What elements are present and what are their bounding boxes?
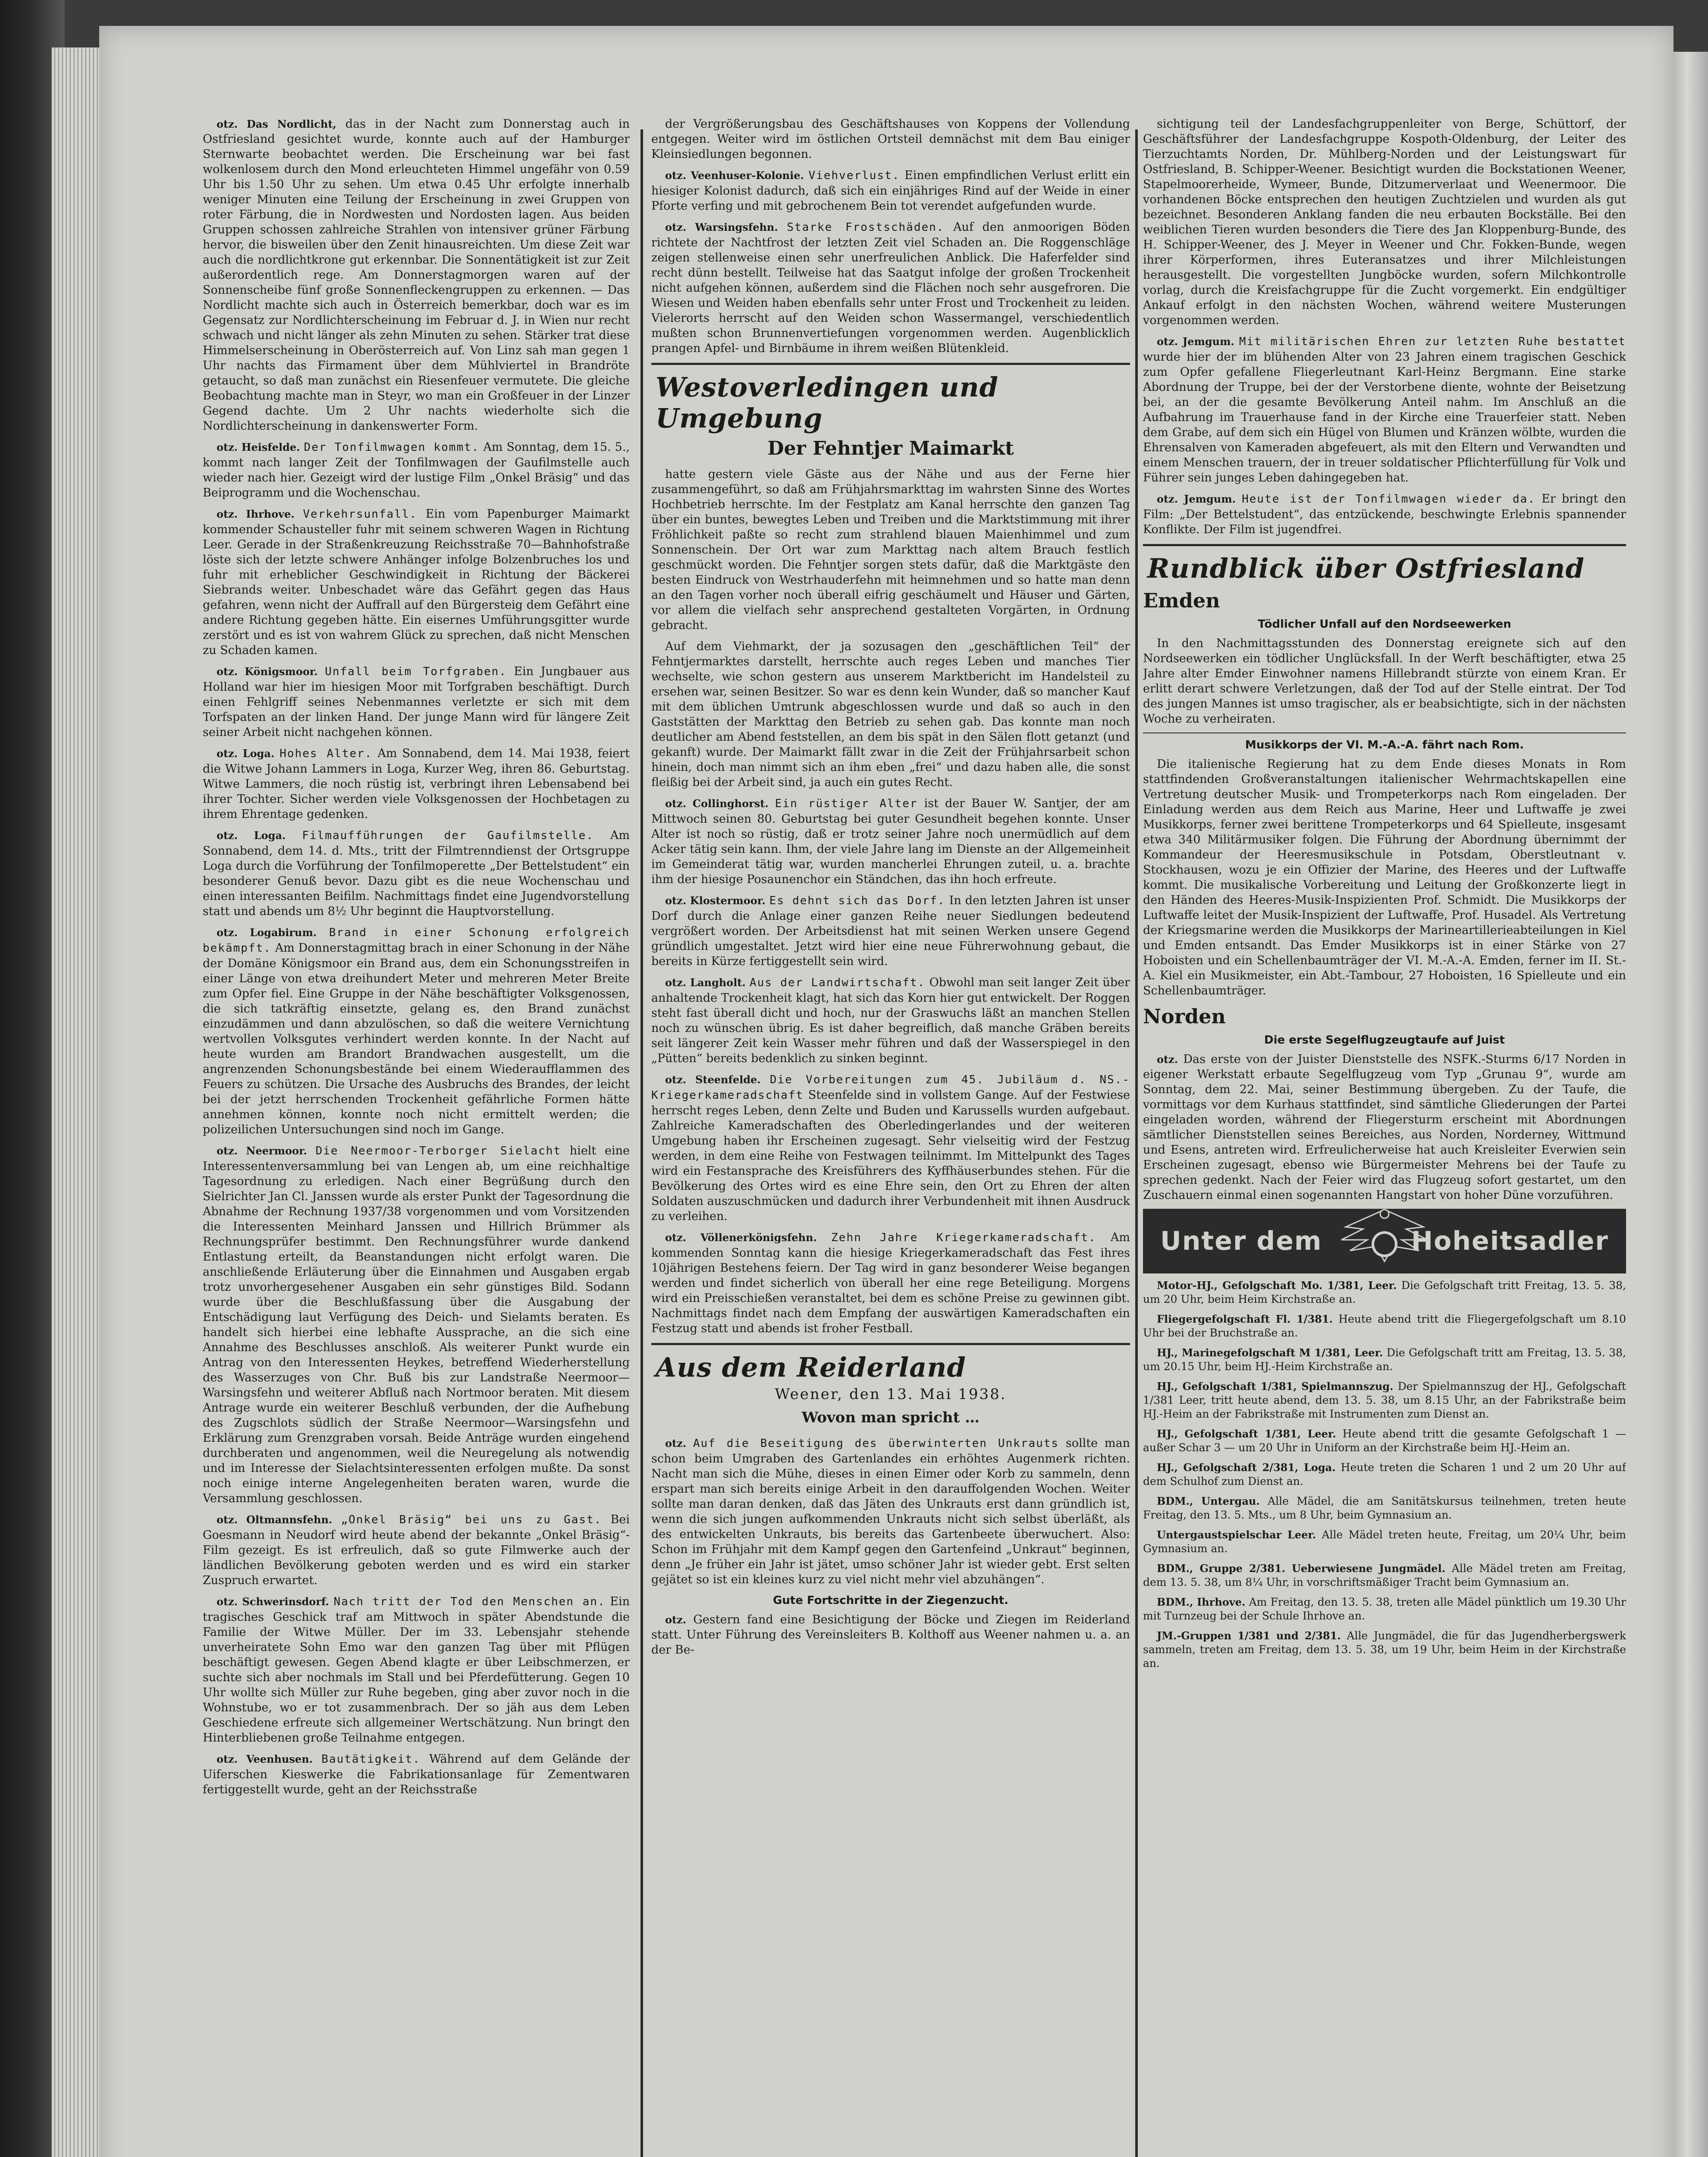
article-dateline: Untergaustspielschar Leer. bbox=[1157, 1528, 1316, 1541]
article-body: Ein Jungbauer aus Holland war hier im hiesigen Moor mit Torfgraben beschäftigt. Durch einen Fehlgriff seines Nebenmannes verletzte er sich mit dem Torfspaten an der linken Hand. Der junge Mann wird für längere Zeit seiner Arbeit nicht nachgehen können. bbox=[203, 665, 630, 739]
headline-segelflugzeug: Die erste Segelflugzeugtaufe auf Juist bbox=[1264, 1034, 1505, 1047]
article-body: Heute abend tritt die gesamte Gefolgschaft 1 — außer Schar 3 — um 20 Uhr in Uniform an der Kirchstraße beim HJ.-Heim an. bbox=[1143, 1428, 1626, 1454]
article-paragraph bbox=[651, 975, 1130, 1066]
article-body: Am kommenden Sonntag kann die hiesige Kriegerkameradschaft das Fest ihres 10jährigen Bestehens feiern. Der Tag wird in ganz besonderer Weise begangen werden und findet sicherlich von überall her eine rege Beteiligung. Morgens wird ein Preisschießen veranstaltet, bei dem es schöne Preise zu gewinnen gibt. Nachmittags findet nach dem Empfang der auswärtigen Kameradschaften ein Festzug statt und abends ist froher Festball. bbox=[651, 1231, 1130, 1335]
article-dateline: otz. Völlenerkönigsfehn. bbox=[665, 1231, 817, 1244]
article-paragraph bbox=[1143, 1461, 1626, 1488]
dateline: Weener, den 13. Mai 1938. bbox=[775, 1386, 1007, 1403]
article-dateline: BDM., Ihrhove. bbox=[1157, 1596, 1246, 1608]
article-body: In den letzten Jahren ist unser Dorf durch die Anlage einer ganzen Reihe neuer Siedlungen bedeutend vergrößert worden. Der Arbeitsdienst hat mit seinen Werken unsere Gegend gründlich umgestaltet. Jetzt wird hier eine neue Führerwohnung gebaut, die bereits in Kürze fertiggestellt sein wird. bbox=[651, 894, 1130, 968]
article-dateline: otz. Schwerinsdorf. bbox=[217, 1595, 329, 1608]
article-dateline: otz. bbox=[1157, 1053, 1178, 1066]
article-dateline: otz. Jemgum. bbox=[1157, 335, 1234, 348]
column-rule-2 bbox=[1135, 129, 1138, 2157]
article-headline: Hohes Alter. bbox=[279, 747, 373, 760]
article-body: Heute treten die Scharen 1 und 2 um 20 Uhr auf dem Schulhof zum Dienst an. bbox=[1143, 1461, 1626, 1487]
article-paragraph bbox=[1143, 491, 1626, 537]
article-headline: Unfall beim Torfgraben. bbox=[325, 665, 507, 678]
article-paragraph bbox=[651, 1436, 1130, 1587]
article-body: Steenfelde sind in vollstem Gange. Auf der Festwiese herrscht reges Leben, denn Zelte und Buden und Karussells wurden aufgebaut. Zahlreiche Kameradschaften des Oberledingerlandes und der weiteren Umgebung haben ihr Erscheinen zugesagt. Sehr vielseitig wird der Festzug werden, in dem eine Reihe von Festwagen teilnimmt. Im Mittelpunkt des Tages wird ein Festansprache des Kreisführers des Kyffhäuserbundes stehen. Für die Bevölkerung des Ortes wird es eine Ehre sein, den Ort zu Ehren der alten Soldaten auszuschmücken und dadurch ihrer Verbundenheit mit ihnen Ausdruck zu verleihen. bbox=[651, 1088, 1130, 1223]
article-paragraph bbox=[203, 1751, 630, 1797]
headline-wovon-man-spricht: Wovon man spricht … bbox=[801, 1409, 980, 1426]
article-headline: Die Vorbereitungen zum 45. Jubiläum d. NS.-Kriegerkameradschaft bbox=[651, 1073, 1130, 1102]
article-dateline: otz. bbox=[665, 1613, 687, 1626]
article-body: Ein tragisches Geschick traf am Mittwoch in später Abendstunde die Familie der Witwe Müller. Der im 33. Lebensjahr stehende unverheiratete Sohn Emo war den ganzen Tag über mit Pflügen beschäftigt gewesen. Gegen Abend klagte er über Leibschmerzen, er suchte sich aber nochmals im Stall und bei Pferdefütterung. Gegen 10 Uhr wollte sich Müller zur Ruhe begeben, ging aber zuvor noch in die Wohnstube, wo er tot zusammenbrach. Der so jäh aus dem Leben Geschiedene erfreute sich allgemeiner Wertschätzung. Nun bringt den Hinterbliebenen große Teilnahme entgegen. bbox=[203, 1595, 630, 1745]
article-paragraph bbox=[651, 639, 1130, 790]
article-paragraph bbox=[1143, 116, 1626, 328]
article-dateline: BDM., Untergau. bbox=[1157, 1495, 1260, 1507]
article-paragraph bbox=[1143, 1052, 1626, 1203]
article-paragraph bbox=[651, 467, 1130, 633]
article-paragraph bbox=[651, 1612, 1130, 1657]
article-paragraph bbox=[1143, 334, 1626, 485]
section-title-rundblick: Rundblick über Ostfriesland bbox=[1147, 553, 1585, 584]
article-paragraph bbox=[1143, 1380, 1626, 1421]
article-headline: Mit militärischen Ehren zur letzten Ruhe bestattet bbox=[1239, 335, 1626, 348]
article-body: Einen empfindlichen Verlust erlitt ein hiesiger Kolonist dadurch, daß sich ein einjähriges Rind auf der Weide in einer Pforte verfing und mit gebrochenem Bein tot verendet aufgefunden wurde. bbox=[651, 169, 1130, 213]
article-body: Er bringt den Film: „Der Bettelstudent“, das entzückende, beschwingte Erlebnis spannender Konflikte. Der Film ist jugendfrei. bbox=[1143, 492, 1626, 536]
article-dateline: otz. Logabirum. bbox=[217, 926, 317, 939]
article-headline: Brand in einer Schonung erfolgreich bekämpft. bbox=[203, 926, 630, 955]
column-rule-1 bbox=[640, 129, 643, 2157]
article-body: Die Gefolgschaft tritt am Freitag, 13. 5. 38, um 20.15 Uhr, beim HJ.-Heim Kirchstraße an. bbox=[1143, 1346, 1626, 1373]
article-paragraph bbox=[1143, 1629, 1626, 1670]
column-2 bbox=[651, 116, 1130, 2157]
headline-unfall-nordseewerke: Tödlicher Unfall auf den Nordseewerken bbox=[1258, 618, 1511, 631]
article-body: hatte gestern viele Gäste aus der Nähe und aus der Ferne hier zusammengeführt, so daß am Frühjahrsmarkttag im wahrsten Sinne des Wortes Hochbetrieb herrschte. Im der Festplatz am Kanal herrschte den ganzen Tag über ein buntes, bewegtes Leben und Treiben und die Marktstimmung mit ihrer Fröhlichkeit paßte so recht zum strahlend blauen Maienhimmel und zum Sonnenschein. Der Ort war zum Markttag nach altem Brauch festlich geschmückt worden. Die Fehntjer sorgen stets dafür, daß die Marktgäste den besten Eindruck von Westrhauderfehn mit heimnehmen und so hatte man denn an den Tagen vorher noch überall eifrig geschäumelt und Häuser und Gärten, vor allem die vielfach sehr ansprechend gestalteten Vorgärten, in Ordnung gebracht. bbox=[651, 468, 1130, 632]
article-body: sichtigung teil der Landesfachgruppenleiter von Berge, Schüttorf, der Geschäftsführer der Landesfachgruppe Kospoth-Oldenburg, der Leiter des Tierzuchtamts Norden, Dr. Mühlberg-Norden und der Leistungswart für Ostfriesland, B. Schipper-Weener. Besichtigt wurden die Bockstationen Weener, Stapelmoorerheide, Wymeer, Bunde, Ditzumerverlaat und Weenermoor. Die vorhandenen Böcke entsprechen den heutigen Zuchtzielen und wurden als gut bezeichnet. Besonderen Anklang fanden die neu erbauten Bockställe. Bei den weiblichen Tieren wurden besonders die Tiere des Jan Kloppenburg-Bunde, des H. Schipper-Weener, des J. Meyer in Weener und Chr. Fokken-Bunde, wegen ihrer Körperformen, ihres Euteransatzes und ihrer Milchleistungen herausgestellt. Die vorgestellten Jungböcke wurden, sofern Milchkontrolle vorlag, durch die Kreisfachgruppe für die Zucht vorgemerkt. Ein endgültiger Ankauf erfolgt in den nächsten Wochen, während weitere Musterungen vorgenommen werden. bbox=[1143, 117, 1626, 327]
article-dateline: otz. Das Nordlicht, bbox=[217, 118, 336, 130]
article-body: Gestern fand eine Besichtigung der Böcke und Ziegen im Reiderland statt. Unter Führung des Vereinsleiters B. Kolthoff aus Weener nahmen u. a. an der Be- bbox=[651, 1613, 1130, 1657]
article-body: hielt eine Interessentenversammlung bei van Lengen ab, um eine reichhaltige Tagesordnung zu erledigen. Nach einer Begrüßung durch den Sielrichter Jan Cl. Janssen wurde als erster Punkt der Tagesordnung die Abnahme der Rechnung 1937/38 vorgenommen und vom Vorsitzenden die Interessenten Meinhard Janssen und Hillrich Brümmer als Rechnungsprüfer bestimmt. Den Rechnungsführer wurde dankend Entlastung erteilt, da Beanstandungen nicht erfolgt waren. Die anschließende Erläuterung über die Einnahmen und Ausgaben ergab trotz unvorhergesehener Ausgaben ein sehr günstiges Bild. Sodann wurde über die Beschlußfassung über die Ausgabung der Entschädigung laut Verfügung des Deich- und Sielamts beraten. Es handelt sich hierbei eine lebhafte Aussprache, an die sich eine Annahme des Beschlusses anschloß. Als weiterer Punkt wurde ein Antrag von den Interessenten Heykes, betreffend Wiederherstellung des Wasserzuges von Chr. Buß bis zur Landstraße Neermoor—Warsingsfehn und weiterer Abfluß nach Nortmoor beraten. Mit diesem Antrage wurde ein weiterer Beschluß verbunden, der die Aufhebung des Zugschlots südlich der Straße Neermoor—Warsingsfehn und Erklärung zum Grenzgraben vorsah. Beide Anträge wurden eingehend durchberaten und angenommen, weil die Neuregelung als notwendig und im Interesse der Sielachtsinteressenten erfolgen mußte. Da sonst noch einige interne Angelegenheiten beraten waren, wurde die Versammlung geschlossen. bbox=[203, 1144, 630, 1505]
article-paragraph bbox=[1143, 636, 1626, 726]
article-paragraph bbox=[1143, 1595, 1626, 1623]
article-body: ist der Bauer W. Santjer, der am Mittwoch seinen 80. Geburtstag bei guter Gesundheit begehen konnte. Unser Alter ist noch so rüstig, daß er trotz seiner Jahre noch unermüdlich auf dem Acker tätig sein kann. Ihm, der viele Jahre lang im Dienste an der Allgemeinheit im Gemeinderat tätig war, wurden mancherlei Ehrungen zuteil, u. a. brachte ihm der hiesige Posaunenchor ein Ständchen, das ihn hoch erfreute. bbox=[651, 797, 1130, 886]
section-title-westoverledingen: Westoverledingen und Umgebung bbox=[656, 371, 998, 434]
article-paragraph bbox=[1143, 1528, 1626, 1556]
article-body: wurde hier der im blühenden Alter von 23 Jahren einem tragischen Geschick zum Opfer gefallene Fliegerleutnant Karl-Heinz Bergmann. Eine starke Abordnung der Truppe, bei der der Verstorbene diente, wohnte der Beisetzung bei, an der die gesamte Bevölkerung Anteil nahm. Im Anschluß an die Aufbahrung im Trauerhause fand in der Kirche eine Trauerfeier statt. Neben dem Grabe, auf dem sich ein Hügel von Blumen und Kränzen wölbte, wurden die Ehrensalven von Kameraden abgefeuert, als mit den Eltern und Verwandten und einem Menschen trauern, der in treuer soldatischer Pflichterfüllung für Volk und Führer sein junges Leben dahingegeben hat. bbox=[1143, 350, 1626, 484]
article-body: Alle Mädel, die am Sanitätskursus teilnehmen, treten heute Freitag, den 13. 5. Mts., um 8 Uhr, beim Gymnasium an. bbox=[1143, 1495, 1626, 1521]
article-paragraph bbox=[651, 893, 1130, 969]
article-paragraph bbox=[203, 1594, 630, 1745]
article-body: Obwohl man seit langer Zeit über anhaltende Trockenheit klagt, hat sich das Korn hier gut entwickelt. Der Roggen steht fast überall dicht und hoch, nur der Graswuchs läßt an manchen Stellen noch zu wünschen übrig. Es ist daher begreiflich, daß manche Gräben bereits seit längerer Zeit kein Wasser mehr führen und daß der Wasserspiegel in den „Pütten“ bereits bedenklich zu sinken beginnt. bbox=[651, 976, 1130, 1065]
article-paragraph bbox=[1143, 1494, 1626, 1522]
article-body: Auf den anmoorigen Böden richtete der Nachtfrost der letzten Zeit viel Schaden an. Die Roggenschläge zeigen stellenweise einen sehr unerfreulichen Anblick. Die Haferfelder sind recht dünn bestellt. Teilweise hat das Saatgut infolge der großen Trockenheit nicht aufgehen können, außerdem sind die Flächen noch sehr ausgefroren. Die Wiesen und Weiden haben ebenfalls sehr unter Frost und Trockenheit zu leiden. Vielerorts herrscht auf den Weiden schon Wassermangel, verschiedentlich mußten schon Brunnenvertiefungen vorgenommen werden. Augenblicklich prangen Apfel- und Birnbäume in ihrem weißen Blütenkleid. bbox=[651, 220, 1130, 355]
section-divider bbox=[651, 363, 1130, 365]
banner-text-right: Hoheitsadler bbox=[1411, 1226, 1609, 1256]
article-paragraph bbox=[651, 1230, 1130, 1336]
article-body: Am Sonnabend, dem 14. d. Mts., tritt der Filmtrenndienst der Ortsgruppe Loga durch die Vorführung der Tonfilmoperette „Der Bettelstudent“ ein besonderer Genuß bevor. Dazu gibt es die neue Wochenschau und einen interessanten Beifilm. Nachmittags findet eine Jugendvorstellung statt und abends um 8½ Uhr beginnt die Hauptvorstellung. bbox=[203, 829, 630, 918]
article-dateline: otz. bbox=[665, 1437, 687, 1450]
article-body: Am Freitag, den 13. 5. 38, treten alle Mädel pünktlich um 19.30 Uhr mit Turnzeug bei der Schule Ihrhove an. bbox=[1143, 1596, 1626, 1622]
article-dateline: HJ., Gefolgschaft 2/381, Loga. bbox=[1157, 1461, 1336, 1474]
article-paragraph bbox=[1143, 1562, 1626, 1589]
article-paragraph bbox=[651, 168, 1130, 214]
article-paragraph bbox=[651, 1072, 1130, 1224]
article-paragraph bbox=[1143, 757, 1626, 998]
column-1 bbox=[203, 116, 630, 2157]
article-body: Der Spielmannszug der HJ., Gefolgschaft 1/381 Leer, tritt heute abend, dem 13. 5. 38, um 8.15 Uhr, an der Fabrikstraße beim HJ.-Heim an der Fabrikstraße mit Instrumenten zum Dienst an. bbox=[1143, 1380, 1626, 1420]
article-paragraph bbox=[203, 506, 630, 658]
article-headline: Nach tritt der Tod den Menschen an. bbox=[333, 1595, 606, 1608]
page-edges bbox=[52, 47, 104, 2157]
article-headline: Der Tonfilmwagen kommt. bbox=[304, 441, 480, 454]
article-headline: Heute ist der Tonfilmwagen wieder da. bbox=[1242, 493, 1535, 506]
article-dateline: otz. Jemgum. bbox=[1157, 493, 1236, 505]
city-heading-norden: Norden bbox=[1143, 1005, 1226, 1028]
article-body: Ein vom Papenburger Maimarkt kommender Schausteller fuhr mit seinem schweren Wagen in Richtung Leer. Gerade in der Straßenkreuzung Reichsstraße 70—Bahnhofstraße löste sich der letzte schwere Anhänger infolge Bolzenbruches los und fuhr mit erheblicher Geschwindigkeit in Richtung der Bäckerei Siebrands weiter. Unbeschadet wäre das Gefährt gegen das Haus gefahren, wenn nicht der Auffrall auf den Bürgersteig dem Gefährt eine andere Richtung gegeben hätte. Ein eisernes Umführungsgitter wurde zerstört und es ist von wahrem Glück zu sprechen, daß nicht Menschen zu Schaden kamen. bbox=[203, 507, 630, 657]
article-paragraph bbox=[203, 828, 630, 919]
article-paragraph bbox=[1143, 1312, 1626, 1340]
article-dateline: Fliegergefolgschaft Fl. 1/381. bbox=[1157, 1313, 1333, 1325]
article-body: Auf dem Viehmarkt, der ja sozusagen den „geschäftlichen Teil“ der Fehntjermarktes darstellt, herrschte auch reges Leben und manches Tier wechselte, wie schon gestern aus unserem Marktbericht im Handelsteil zu ersehen war, seinen Besitzer. So war es denn kein Wunder, daß so mancher Kauf mit dem üblichen Umtrunk abgeschlossen wurde und daß so auch in den Gaststätten der Markttag den Betrieb zu sehen gab. Das konnte man noch deutlicher am Abend feststellen, an dem bis spät in den Sälen flott getanzt (und gekanft) wurde. Der Maimarkt fällt zwar in die Zeit der Frühjahrsarbeit schon hinein, doch man nimmt sich an ihm eben „frei“ und dazu haben alle, die sonst fleißig bei der Arbeit sind, ja auch ein gutes Recht. bbox=[651, 640, 1130, 789]
article-dateline: otz. Loga. bbox=[217, 829, 286, 842]
article-paragraph bbox=[1143, 1427, 1626, 1455]
headline-maimarkt: Der Fehntjer Maimarkt bbox=[767, 437, 1014, 459]
headline-ziegenzucht: Gute Fortschritte in der Ziegenzucht. bbox=[772, 1594, 1009, 1607]
article-body: Heute abend tritt die Fliegergefolgschaft um 8.10 Uhr bei der Bruchstraße an. bbox=[1143, 1313, 1626, 1339]
article-dateline: JM.-Gruppen 1/381 und 2/381. bbox=[1157, 1629, 1341, 1642]
right-page-edge bbox=[1673, 52, 1708, 2157]
article-dateline: otz. Klostermoor. bbox=[665, 894, 766, 907]
article-dateline: otz. Warsingsfehn. bbox=[665, 221, 778, 233]
article-headline: Zehn Jahre Kriegerkameradschaft. bbox=[831, 1231, 1096, 1244]
article-paragraph bbox=[203, 1512, 630, 1588]
article-headline: Ein rüstiger Alter bbox=[775, 797, 918, 810]
article-headline: Es dehnt sich das Dorf. bbox=[769, 894, 945, 907]
article-paragraph bbox=[651, 220, 1130, 356]
article-dateline: HJ., Marinegefolgschaft M 1/381, Leer. bbox=[1157, 1346, 1383, 1359]
article-headline: Verkehrsunfall. bbox=[303, 508, 418, 521]
article-body: Die Gefolgschaft tritt Freitag, 13. 5. 38, um 20 Uhr, beim Heim Kirchstraße an. bbox=[1143, 1279, 1626, 1305]
article-dateline: otz. Ihrhove. bbox=[217, 508, 295, 520]
article-body: Das erste von der Juister Dienststelle des NSFK.-Sturms 6/17 Norden in eigener Werkstatt erbaute Segelflugzeug vom Typ „Grunau 9“, wurde am Sonntag, dem 22. Mai, seiner Bestimmung übergeben. Zu der Taufe, die vormittags vor dem Kurhaus stattfindet, sind sämtliche Gliederungen der Partei eingeladen worden, während der Fliegersturm erscheint mit Abordnungen sämtlicher Dienststellen seines Bereiches, aus Norden, Norderney, Wittmund und Esens, antreten wird. Erfreulicherweise hat auch Kreisleiter Everwien sein Erscheinen zugesagt, ebenso wie Bürgermeister Mehrens bei der Taufe zu sprechen gedenkt. Nach der Feier wird das Flugzeug sofort gestartet, um den Zuschauern einmal einen sogenannten Hangstart von hoher Düne vorzuführen. bbox=[1143, 1053, 1626, 1202]
article-paragraph bbox=[203, 746, 630, 822]
article-paragraph bbox=[1143, 1346, 1626, 1374]
article-paragraph bbox=[651, 116, 1130, 162]
article-body: das in der Nacht zum Donnerstag auch in Ostfriesland gesichtet wurde, konnte auch auf der Hamburger Sternwarte beobachtet werden. Die Erscheinung war bei fast wolkenlosem durch den Mond erleuchteten Himmel ungefähr von 0.59 Uhr bis 1.50 Uhr zu sehen. Um etwa 0.45 Uhr erfolgte innerhalb weniger Minuten eine Teilung der Erscheinung in zwei Gruppen von roter Färbung, die in Nordwesten und Nordosten lagen. Aus beiden Gruppen schossen zahlreiche Strahlen von intensiver grüner Färbung hervor, die bisweilen über den Zenit hinausreichten. Um diese Zeit war auch die nordlichtkrone gut erkennbar. Die Sonnentätigkeit ist zur Zeit außerordentlich rege. Am Donnerstagmorgen waren auf der Sonnenscheibe fünf große Sonnenfleckengruppen zu erkennen. — Das Nordlicht machte sich auch in Österreich bemerkbar, doch war es im Gegensatz zur Nordlichterscheinung im Februar d. J. in Wien nur recht schwach und nicht länger als zehn Minuten zu sehen. Stärker trat diese Himmelserscheinung in Oberösterreich auf. Von Linz sah man gegen 1 Uhr nachts das Firmament über dem Mühlviertel in Brandröte getaucht, so daß man zunächst ein Riesenfeuer vermutete. Die gleiche Beobachtung machte man in Steyr, wo man ein Großfeuer in der Linzer Gegend dachte. Um 2 Uhr nachts wiederholte sich die Nordlichterscheinung in dankenswerter Form. bbox=[203, 117, 630, 433]
article-dateline: otz. Loga. bbox=[217, 747, 275, 760]
column-3 bbox=[1143, 116, 1626, 2157]
banner-text-left: Unter dem bbox=[1160, 1226, 1322, 1256]
article-dateline: BDM., Gruppe 2/381. Ueberwiesene Jungmädel. bbox=[1157, 1562, 1446, 1575]
article-paragraph bbox=[651, 796, 1130, 887]
article-dateline: otz. Steenfelde. bbox=[665, 1073, 761, 1086]
city-heading-emden: Emden bbox=[1143, 589, 1220, 612]
article-body: Alle Mädel treten am Freitag, dem 13. 5. 38, um 8¼ Uhr, in vorschriftsmäßiger Tracht beim Gymnasium an. bbox=[1143, 1562, 1626, 1588]
section-divider bbox=[651, 1343, 1130, 1345]
article-dateline: otz. Veenhuser-Kolonie. bbox=[665, 169, 804, 182]
article-paragraph bbox=[203, 925, 630, 1137]
article-body: Alle Mädel treten heute, Freitag, um 20¼ Uhr, beim Gymnasium an. bbox=[1143, 1528, 1626, 1555]
article-body: In den Nachmittagsstunden des Donnerstag ereignete sich auf den Nordseewerken ein tödlicher Unglücksfall. In der Werft beschäftigter, etwa 25 Jahre alter Emder Einwohner namens Hillebrandt stürzte von einem Kran. Er erlitt derart schwere Verletzungen, daß der Tod auf der Stelle eintrat. Der Tod des jungen Mannes ist umso tragischer, als er beabsichtigte, sich in der nächsten Woche zu verheiraten. bbox=[1143, 637, 1626, 726]
hoheitsadler-banner bbox=[1143, 1209, 1626, 1273]
article-paragraph bbox=[203, 1143, 630, 1506]
article-dateline: otz. Veenhusen. bbox=[217, 1753, 313, 1765]
article-body: Während auf dem Gelände der Uiferschen Kieswerke die Fabrikationsanlage für Zementwaren fertiggestellt wurde, geht an der Reichsstraße bbox=[203, 1752, 630, 1796]
article-dateline: HJ., Gefolgschaft 1/381, Leer. bbox=[1157, 1428, 1336, 1440]
article-headline: Die Neermoor-Terborger Sielacht bbox=[315, 1145, 562, 1157]
article-headline: Auf die Beseitigung des überwinterten Unkrauts bbox=[693, 1437, 1059, 1450]
article-body: Alle Jungmädel, die für das Jugendherbergswerk sammeln, treten am Freitag, dem 13. 5. 38, um 19 Uhr, beim Heim in der Kirchstraße an. bbox=[1143, 1629, 1626, 1670]
article-dateline: otz. Oltmannsfehn. bbox=[217, 1513, 333, 1526]
article-headline: Aus der Landwirtschaft. bbox=[750, 976, 926, 989]
article-headline: Viehverlust. bbox=[808, 169, 900, 182]
section-divider bbox=[1143, 544, 1626, 546]
article-dateline: otz. Heisfelde. bbox=[217, 441, 300, 453]
article-dateline: HJ., Gefolgschaft 1/381, Spielmannszug. bbox=[1157, 1380, 1394, 1393]
article-body: Die italienische Regierung hat zu dem Ende dieses Monats in Rom stattfindenden Großveranstaltungen italienischer Wehrmachtskapellen eine Vertretung deutscher Musik- und Trompeterkorps nach Rom eingeladen. Der Einladung werden aus dem Reich aus Marine, Heer und Luftwaffe je zwei Musikkorps, ferner zwei berittene Trompeterkorps und 64 Spielleute, insgesamt etwa 340 Militärmusiker folgen. Die Führung der Abordnung übernimmt der Kommandeur der Heeresmusikschule in Potsdam, Oberstleutnant v. Stockhausen, wozu je ein Offizier der Marine, des Heeres und der Luftwaffe kommt. Die musikalische Vorbereitung und Leitung der Großkonzerte liegt in den Händen des Heeres-Musik-Inspizienten Prof. Schmidt. Die Musikkorps der Luftwaffe leitet der Musik-Inspizient der Luftwaffe, Prof. Husadel. Als Vertretung der Kriegsmarine werden die Musikkorps der Marineartillerieabteilungen in Kiel und Emden entsandt. Das Emder Musikkorps ist in einer Stärke von 27 Hoboisten und ein Schellenbaumträger der VI. M.-A.-A. Emden, ferner im II. St.-A. Kiel ein Musikmeister, ein Abt.-Tambour, 27 Hoboisten, 16 Spielleute und ein Schellenbaumträger. bbox=[1143, 758, 1626, 997]
article-headline: Bautätigkeit. bbox=[321, 1753, 421, 1766]
article-headline: „Onkel Bräsig“ bei uns zu Gast. bbox=[341, 1513, 602, 1526]
article-body: Bei Goesmann in Neudorf wird heute abend der bekannte „Onkel Bräsig“-Film gezeigt. Es ist erfreulich, daß so gute Filmwerke auch der ländlichen Bevölkerung geboten werden und es wird ein starker Zuspruch erwartet. bbox=[203, 1513, 630, 1587]
article-dateline: otz. Langholt. bbox=[665, 976, 746, 989]
article-dateline: otz. Collinghorst. bbox=[665, 797, 769, 810]
article-dateline: Motor-HJ., Gefolgschaft Mo. 1/381, Leer. bbox=[1157, 1279, 1397, 1292]
article-body: der Vergrößerungsbau des Geschäftshauses von Koppens der Vollendung entgegen. Weiter wird im östlichen Ortsteil demnächst mit dem Bau einiger Kleinsiedlungen begonnen. bbox=[651, 117, 1130, 161]
article-paragraph bbox=[203, 664, 630, 740]
article-paragraph bbox=[203, 116, 630, 434]
article-headline: Starke Frostschäden. bbox=[787, 221, 945, 234]
article-paragraph bbox=[203, 440, 630, 500]
article-body: Am Sonntag, dem 15. 5., kommt nach langer Zeit der Tonfilmwagen der Gaufilmstelle auch wieder nach hier. Gezeigt wird der lustige Film „Onkel Bräsig“ und das Beiprogramm und die Wochenschau. bbox=[203, 440, 630, 500]
article-body: sollte man schon beim Umgraben des Gartenlandes ein erhöhtes Augenmerk richten. Nacht man sich die Mühe, dieses in einen Eimer oder Korb zu sammeln, denn erspart man sich bereits einige Arbeit in den darauffolgenden Wochen. Weiter sollte man daran denken, daß das Jäten des Unkrauts erst dann gründlich ist, wenn die sich jungen aufkommenden Unkrauts nicht sich selbst überläßt, als des entwickelten Unkrauts, bis bereits das Gartenbeete überwuchert. Also: Schon im Frühjahr mit dem Kampf gegen den Gartenfeind „Unkraut“ beginnen, denn „Je früher ein Jahr ist jätet, umso schöner Jahr ist wieder gebt. Erst selten gejätet so ist ein kleines kurz zu viel nicht mehr viel abzuhängen“. bbox=[651, 1437, 1130, 1586]
article-body: Am Donnerstagmittag brach in einer Schonung in der Nähe der Domäne Königsmoor ein Brand aus, dem ein Schonungsstreifen in einer Länge von etwa dreihundert Meter und mehreren Meter Breite zum Opfer fiel. Eine Gruppe in der Nähe beschäftigter Volksgenossen, die sich tatkräftig einsetzte, gelang es, den Brand zunächst einzudämmen und dann abzulöschen, so daß die weitere Vernichtung wertvollen Volksgutes verhindert werden konnte. In der Nacht auf heute wurden am Brandort Brandwachen ausgestellt, um die angrenzenden Schonungsbestände bei einem Wiederaufflammen des Feuers zu schützen. Die Ursache des Ausbruchs des Brandes, der leicht bei der jetzt herrschenden Trockenheit gefährliche Formen hätte annehmen können, konnte noch nicht ermittelt werden; die polizeilichen Untersuchungen sind noch im Gange. bbox=[203, 941, 630, 1136]
headline-musikkorps: Musikkorps der VI. M.-A.-A. fährt nach Rom. bbox=[1245, 739, 1524, 751]
article-headline: Filmaufführungen der Gaufilmstelle. bbox=[302, 829, 594, 842]
article-dateline: otz. Königsmoor. bbox=[217, 665, 318, 678]
article-body: Am Sonnabend, dem 14. Mai 1938, feiert die Witwe Johann Lammers in Loga, Kurzer Weg, ihren 86. Geburtstag. Witwe Lammers, die noch rüstig ist, verbringt ihren Lebensabend bei ihrer Tochter. Sicher werden viele Volksgenossen der Hochbetagen zu ihrem Ehrentage gedenken. bbox=[203, 747, 630, 821]
section-title-reiderland: Aus dem Reiderland bbox=[656, 1352, 966, 1383]
article-dateline: otz. Neermoor. bbox=[217, 1145, 307, 1157]
